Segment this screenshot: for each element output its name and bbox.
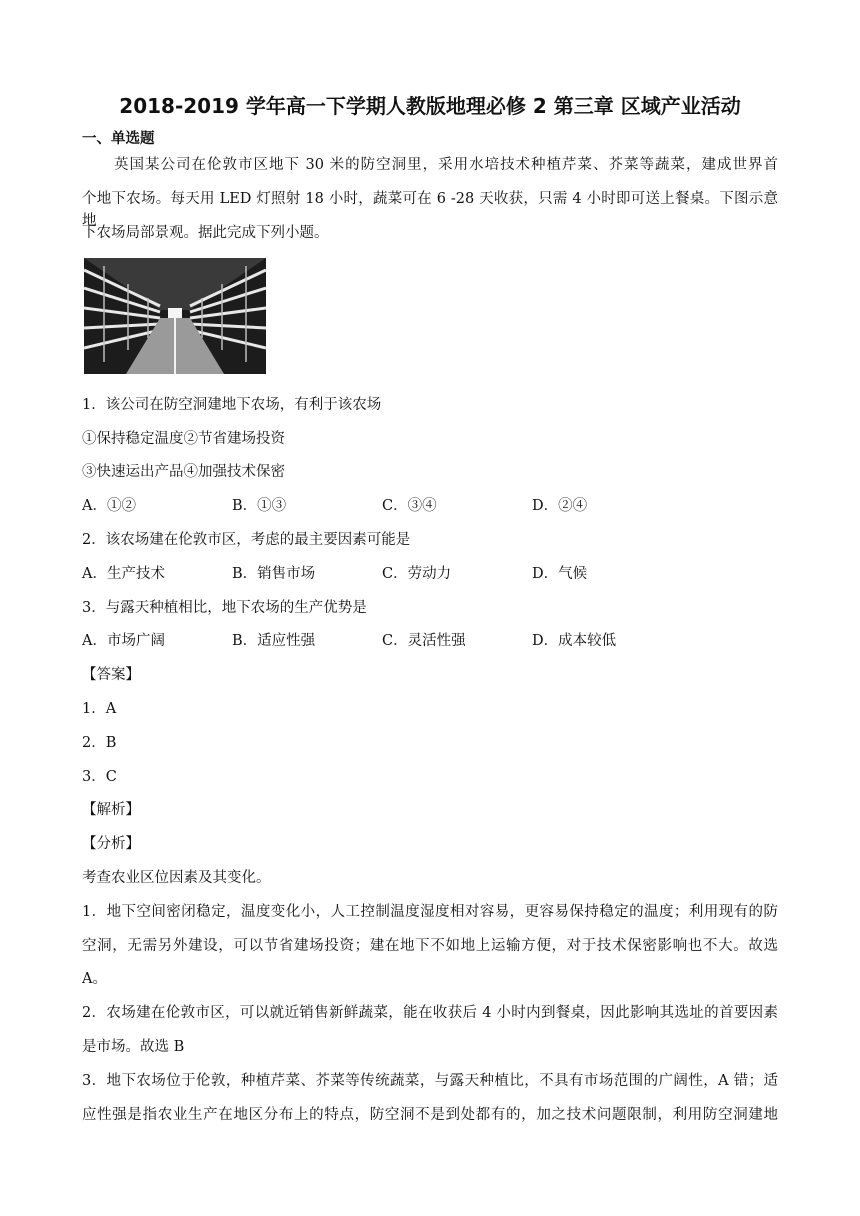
topic-line: 考查农业区位因素及其变化。 [82,870,271,886]
passage-line-1: 英国某公司在伦敦市区地下 30 米的防空洞里，采用水培技术种植芹菜、芥菜等蔬菜，建成世界首 [114,157,778,173]
analysis-heading: 【解析】 [82,802,140,818]
question-1-stem: 1．该公司在防空洞建地下农场，有利于该农场 [82,397,382,413]
explanation-1-line-1: 1．地下空间密闭稳定，温度变化小，人工控制温度湿度相对容易，更容易保持稳定的温度；利用现有的防 [82,904,778,920]
page-title: 2018-2019 学年高一下学期人教版地理必修 2 第三章 区域产业活动 [119,94,741,118]
explanation-3-line-1: 3．地下农场位于伦敦，种植芹菜、芥菜等传统蔬菜，与露天种植比，不具有市场范围的广阔性，A 错；适 [82,1073,778,1089]
question-3-option-a[interactable]: A．市场广阔 [82,633,165,649]
explanation-2-line-1: 2．农场建在伦敦市区，可以就近销售新鲜蔬菜，能在收获后 4 小时内到餐桌，因此影响其选址的首要因素 [82,1005,778,1021]
question-2-option-c[interactable]: C．劳动力 [382,566,452,582]
question-2-option-b[interactable]: B．销售市场 [232,566,316,582]
question-2-option-d[interactable]: D．气候 [532,566,588,582]
question-1-option-c[interactable]: C．③④ [382,498,437,514]
answer-1: 1．A [82,701,117,717]
answer-heading: 【答案】 [82,667,140,683]
question-2-option-a[interactable]: A．生产技术 [82,566,165,582]
question-3-stem: 3．与露天种植相比，地下农场的生产优势是 [82,600,367,616]
question-3-option-c[interactable]: C．灵活性强 [382,633,466,649]
question-1-sub-2: ③快速运出产品④加强技术保密 [82,464,285,480]
question-2-stem: 2．该农场建在伦敦市区，考虑的最主要因素可能是 [82,532,411,548]
passage-line-3: 下农场局部景观。据此完成下列小题。 [82,225,329,241]
fenxi-heading: 【分析】 [82,836,140,852]
question-1-option-a[interactable]: A．①② [82,498,136,514]
question-3-option-b[interactable]: B．适应性强 [232,633,316,649]
explanation-1-line-2: 空洞，无需另外建设，可以节省建场投资；建在地下不如地上运输方便，对于技术保密影响也不大。故选 [82,938,778,954]
section-heading: 一、单选题 [82,131,155,147]
answer-3: 3．C [82,769,117,785]
explanation-1-line-3: A。 [82,971,107,987]
underground-farm-photo [84,258,266,374]
explanation-2-line-2: 是市场。故选 B [82,1039,185,1055]
passage-line-2: 个地下农场。每天用 LED 灯照射 18 小时，蔬菜可在 6 -28 天收获，只需 4 小时即可送上餐桌。下图示意地 [82,191,778,229]
answer-2: 2．B [82,735,117,751]
question-1-sub-1: ①保持稳定温度②节省建场投资 [82,431,285,447]
explanation-3-line-2: 应性强是指农业生产在地区分布上的特点，防空洞不是到处都有的，加之技术问题限制，利用防空洞建地 [82,1107,778,1123]
question-1-option-b[interactable]: B．①③ [232,498,287,514]
question-1-option-d[interactable]: D．②④ [532,498,588,514]
question-3-option-d[interactable]: D．成本较低 [532,633,617,649]
